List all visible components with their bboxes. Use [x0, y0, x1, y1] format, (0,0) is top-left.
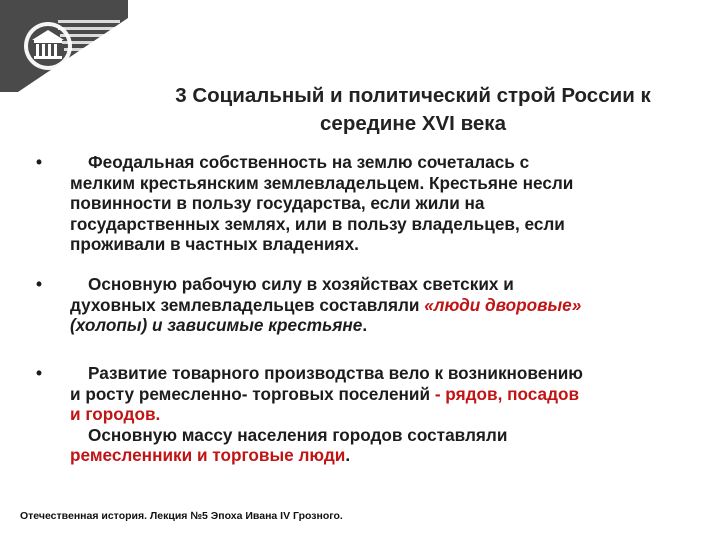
bullet-3-line: Основную массу населения городов составляли: [88, 424, 508, 445]
bullet-3-line: Развитие товарного производства вело к возникновению: [88, 363, 583, 383]
bullet-marker: •: [36, 363, 43, 383]
building-logo-icon: [0, 0, 130, 92]
bullet-1-line: мелким крестьянским землевладельцем. Крестьяне несли: [70, 172, 574, 193]
bullet-1-line: государственных землях, или в пользу владельцев, если: [70, 213, 565, 234]
bullet-2-highlight: «люди дворовые»: [424, 294, 582, 315]
bullet-1-line: повинности в пользу государства, если жили на: [70, 193, 485, 213]
bullet-2-line: Основную рабочую силу в хозяйствах светских и: [88, 274, 514, 294]
bullet-2-line: духовных землевладельцев составляли: [70, 294, 425, 315]
bullet-1-line: Феодальная собственность на землю сочеталась с: [88, 152, 530, 172]
title-line-1: 3 Социальный и политический строй России к: [175, 84, 651, 107]
title-line-2: середине XVI века: [320, 112, 506, 135]
bullet-3-highlight: ремесленники и торговые люди: [70, 445, 346, 465]
bullet-2-period: .: [362, 315, 368, 335]
slide-title: [118, 82, 708, 138]
bullet-1-line: проживали в частных владениях.: [70, 234, 359, 254]
bullet-3-highlight: - рядов, посадов: [434, 383, 580, 404]
logo-corner: [0, 0, 130, 92]
bullet-marker: •: [36, 152, 43, 172]
bullet-2-italic: (холопы) и зависимые крестьяне: [70, 315, 363, 335]
bullet-marker: •: [36, 274, 43, 294]
bullet-3-period: .: [345, 445, 351, 465]
bullet-1-text: [70, 152, 696, 255]
bullet-3-highlight: и городов.: [70, 404, 161, 424]
slide-footer: Отечественная история. Лекция №5 Эпоха Ивана IV Грозного.: [20, 510, 343, 522]
bullet-2-text: [70, 274, 696, 336]
bullet-3-line: и росту ремесленно- торговых поселений: [70, 383, 435, 404]
bullet-3-text: [70, 363, 696, 466]
